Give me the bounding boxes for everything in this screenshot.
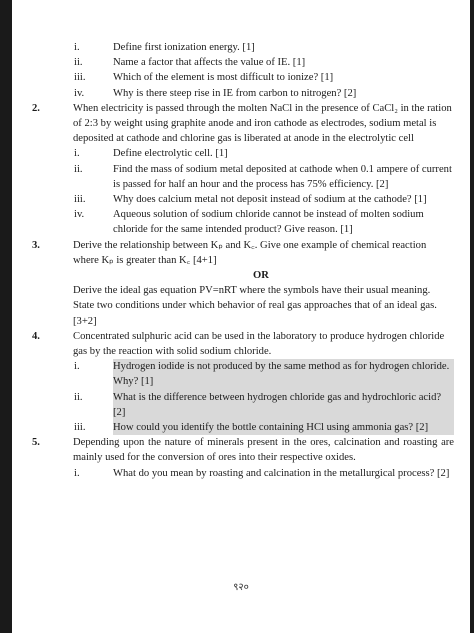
- roman-numeral: iv.: [74, 209, 85, 221]
- roman-numeral: iv.: [74, 87, 85, 99]
- q1-sub-ii: [12, 55, 470, 70]
- page-number: ९२०: [233, 582, 249, 593]
- document-page: [12, 0, 470, 633]
- question-4: [12, 329, 470, 359]
- question-number: 2.: [32, 102, 40, 114]
- roman-numeral: i.: [74, 467, 80, 479]
- sub-question-text: Define first ionization energy. [1]: [113, 42, 255, 53]
- sub-question-text: Which of the element is most difficult to ionize? [1]: [113, 72, 334, 84]
- roman-numeral: iii.: [74, 422, 86, 434]
- q2-sub-iv: [12, 207, 470, 237]
- roman-numeral: i.: [74, 42, 80, 53]
- q4-sub-i: [12, 359, 470, 389]
- roman-numeral: i.: [74, 361, 80, 373]
- q4-sub-iii: [12, 420, 470, 435]
- question-text: When electricity is passed through the molten NaCl in the presence of CaCl₂ in the ration of 2:3 by weight using graphite anode and iron cathode as electrodes, sodium metal is deposited at cathode and chlorine gas is liberated at anode in the electrolytic cell: [73, 102, 452, 145]
- question-text: Derive the relationship between Kₚ and K꜀. Give one example of chemical reaction where Kₚ is greater than K꜀ [4+1]: [73, 239, 427, 266]
- q4-sub-ii: [12, 390, 470, 420]
- sub-question-text: Why does calcium metal not deposit instead of sodium at the cathode? [1]: [113, 194, 427, 206]
- sub-question-text: What is the difference between hydrogen chloride gas and hydrochloric acid? [2]: [113, 390, 454, 420]
- question-3-alternative: [12, 283, 470, 329]
- sub-question-text: Why is there steep rise in IE from carbon to nitrogen? [2]: [113, 87, 357, 99]
- q1-sub-iii: [12, 70, 470, 85]
- roman-numeral: iii.: [74, 194, 86, 206]
- question-5: [12, 435, 470, 465]
- question-number: 5.: [32, 437, 40, 449]
- roman-numeral: iii.: [74, 72, 86, 84]
- question-text: Concentrated sulphuric acid can be used in the laboratory to produce hydrogen chloride gas by the reaction with solid sodium chloride.: [73, 330, 445, 358]
- sub-question-text: How could you identify the bottle containing HCl using ammonia gas? [2]: [113, 420, 454, 435]
- question-list: [12, 40, 470, 481]
- q2-sub-ii: [12, 162, 470, 192]
- question-3: [12, 238, 470, 268]
- roman-numeral: i.: [74, 148, 80, 160]
- question-text: Derive the ideal gas equation PV=nRT where the symbols have their usual meaning. State two conditions under which behavior of real gas approaches that of an ideal gas. [3+2]: [73, 285, 437, 327]
- q2-sub-i: [12, 146, 470, 161]
- roman-numeral: ii.: [74, 391, 83, 403]
- q2-sub-iii: [12, 192, 470, 207]
- q1-sub-i: [12, 40, 470, 55]
- sub-question-text: Name a factor that affects the value of IE. [1]: [113, 57, 306, 69]
- question-text: Depending upon the nature of minerals present in the ores, calcination and roasting are mainly used for the conversion of ores into their respective oxides.: [73, 437, 454, 464]
- sub-question-text: Define electrolytic cell. [1]: [113, 148, 228, 160]
- or-divider: OR: [253, 270, 269, 282]
- question-number: 4.: [32, 330, 40, 342]
- question-2: [12, 101, 470, 147]
- q1-sub-iv: [12, 86, 470, 101]
- sub-question-text: Find the mass of sodium metal deposited at cathode when 0.1 ampere of current is passed for half an hour and the process has 75% efficiency. [2]: [113, 163, 452, 190]
- q5-sub-i: [12, 466, 470, 481]
- roman-numeral: ii.: [74, 163, 83, 175]
- roman-numeral: ii.: [74, 57, 83, 69]
- sub-question-text: Aqueous solution of sodium chloride cannot be instead of molten sodium chloride for the same intended product? Give reason. [1]: [113, 209, 424, 236]
- sub-question-text: Hydrogen iodide is not produced by the same method as for hydrogen chloride. Why? [1]: [113, 359, 454, 389]
- sub-question-text: What do you mean by roasting and calcination in the metallurgical process? [2]: [113, 467, 450, 479]
- question-number: 3.: [32, 239, 40, 251]
